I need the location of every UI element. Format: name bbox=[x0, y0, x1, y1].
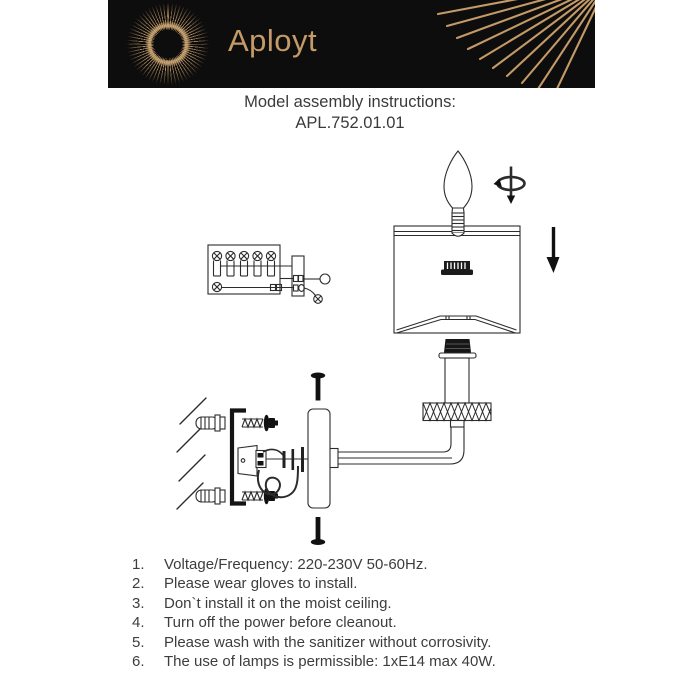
instruction-text: Don`t install it on the moist ceiling. bbox=[164, 594, 392, 612]
inner-socket-icon bbox=[441, 261, 473, 275]
instruction-text: Please wash with the sanitizer without corrosivity. bbox=[164, 633, 492, 651]
down-arrow-icon bbox=[547, 227, 560, 273]
instruction-number: 1. bbox=[132, 556, 145, 573]
instruction-text: Voltage/Frequency: 220-230V 50-60Hz. bbox=[164, 556, 428, 573]
wall-arm-icon bbox=[329, 427, 464, 468]
instruction-number: 6. bbox=[132, 653, 145, 671]
page-title: Model assembly instructions: bbox=[244, 93, 456, 111]
instruction-text: The use of lamps is permissible: 1xE14 max 40W. bbox=[164, 653, 496, 671]
mounting-screw-top-icon bbox=[242, 415, 278, 432]
wall-anchor-top-icon bbox=[196, 415, 225, 431]
wall-anchor-bottom-icon bbox=[196, 488, 225, 504]
rotation-arrow-icon bbox=[494, 167, 525, 205]
instruction-item bbox=[132, 555, 592, 574]
instruction-item bbox=[132, 633, 592, 652]
junction-plate-icon bbox=[238, 446, 308, 498]
instruction-item bbox=[132, 652, 592, 671]
instruction-item bbox=[132, 613, 592, 632]
terminal-wiring-schematic-icon bbox=[208, 245, 330, 303]
canopy-screw-bottom-icon bbox=[311, 517, 325, 545]
instruction-number: 4. bbox=[132, 614, 145, 632]
instruction-text: Turn off the power before cleanout. bbox=[164, 614, 397, 632]
candle-bulb-icon bbox=[444, 151, 472, 236]
instruction-number: 3. bbox=[132, 594, 145, 612]
instruction-text: Please wear gloves to install. bbox=[164, 575, 358, 593]
lamp-socket-icon bbox=[423, 340, 491, 428]
canopy-screw-top-icon bbox=[311, 373, 325, 401]
wall-canopy-icon bbox=[308, 409, 330, 508]
instruction-number: 2. bbox=[132, 575, 145, 593]
instruction-item bbox=[132, 594, 592, 613]
model-number: APL.752.01.01 bbox=[295, 114, 405, 132]
instruction-number: 5. bbox=[132, 633, 145, 651]
wire-coil-icon bbox=[258, 466, 298, 497]
instructions-list bbox=[132, 555, 592, 671]
instruction-item bbox=[132, 574, 592, 593]
lampshade-icon bbox=[394, 226, 520, 333]
brand-name: Aployt bbox=[228, 23, 318, 58]
